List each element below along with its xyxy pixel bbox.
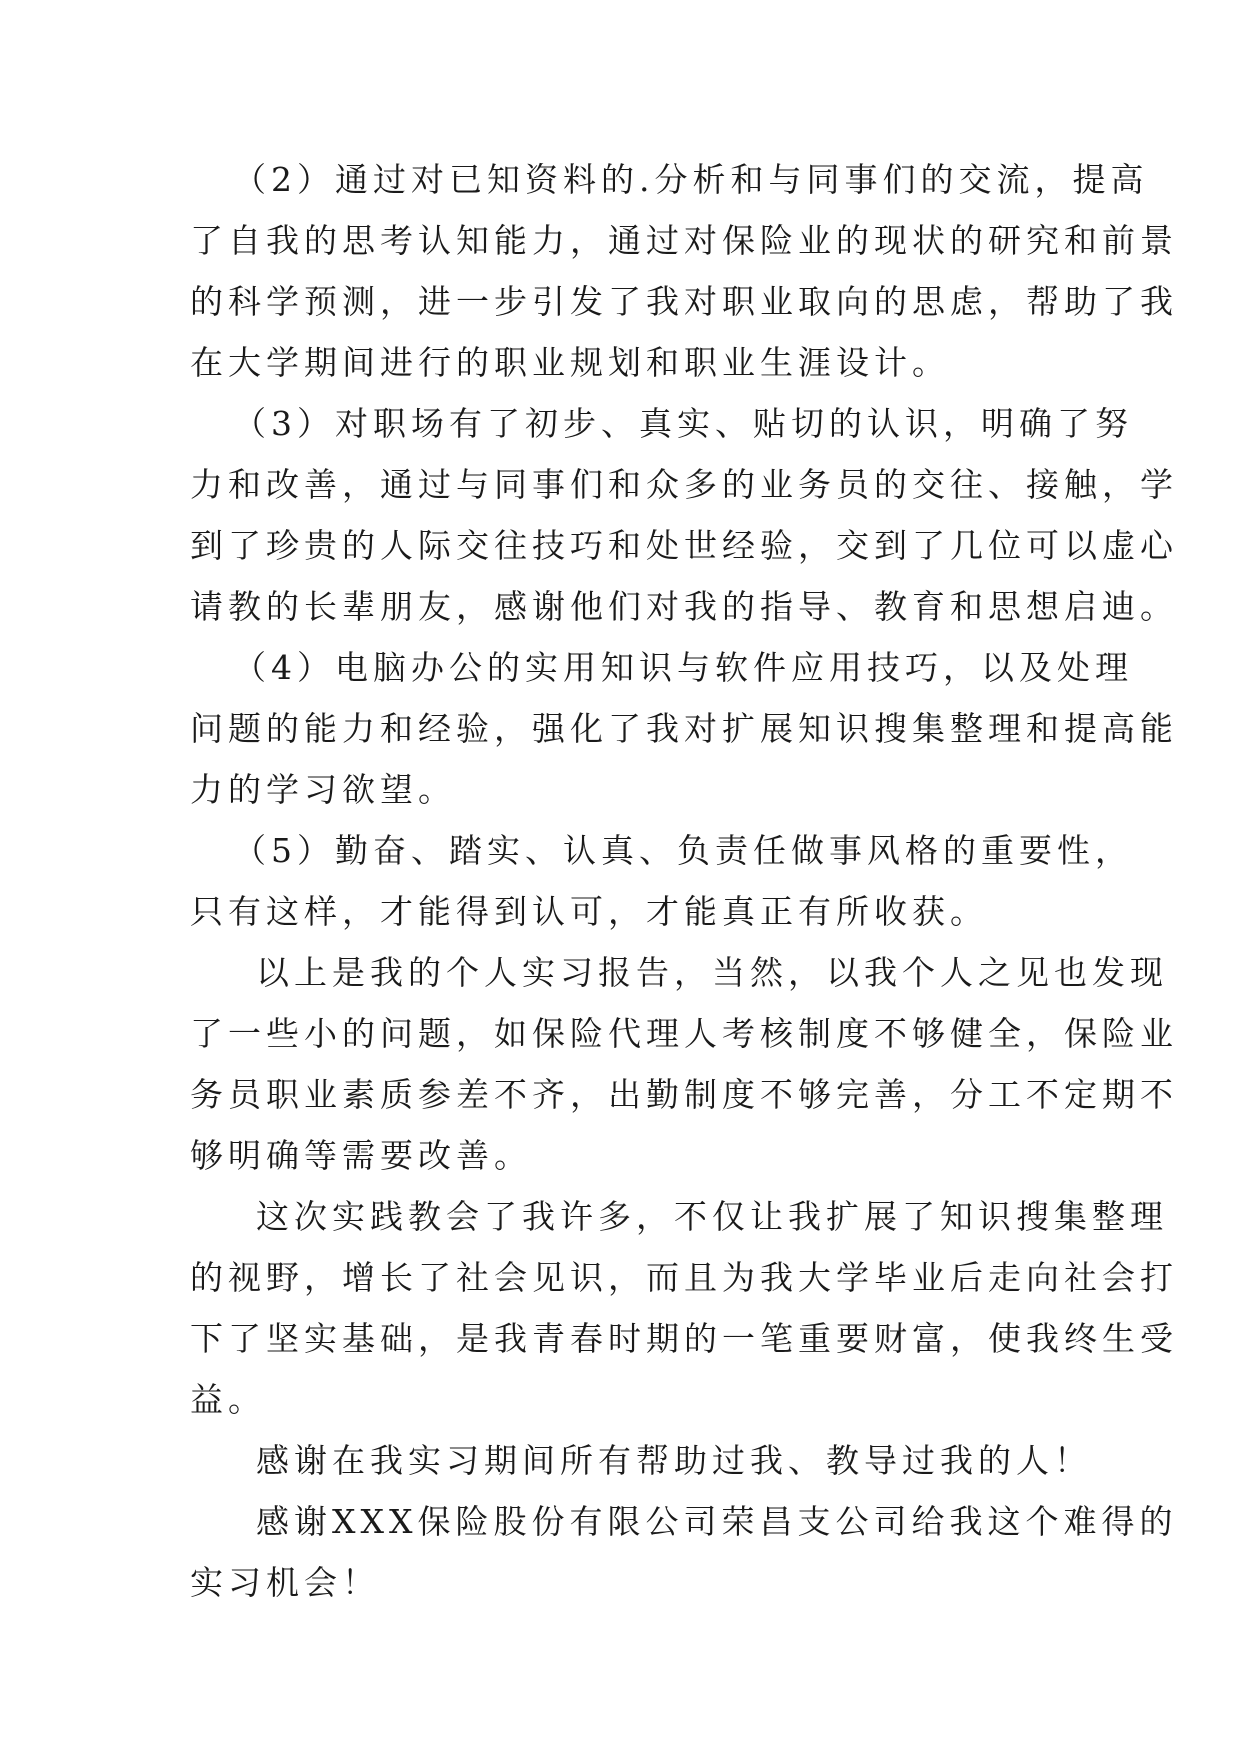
text-line-content: （3）对职场有了初步、真实、贴切的认识，明确了努 <box>233 404 1133 443</box>
text-line <box>0 1187 1241 1247</box>
text-line-content: 的视野，增长了社会见识，而且为我大学毕业后走向社会打 <box>190 1258 1178 1297</box>
text-line <box>0 943 1241 1003</box>
text-line <box>0 1004 1241 1064</box>
text-line <box>0 272 1241 332</box>
text-line <box>0 577 1241 637</box>
text-line-content: 感谢在我实习期间所有帮助过我、教导过我的人！ <box>256 1441 1092 1480</box>
text-line <box>0 882 1241 942</box>
text-line <box>0 1126 1241 1186</box>
text-line-content: 力的学习欲望。 <box>190 770 456 809</box>
text-line-content: 在大学期间进行的职业规划和职业生涯设计。 <box>190 343 950 382</box>
text-line-content: 力和改善，通过与同事们和众多的业务员的交往、接触，学 <box>190 465 1178 504</box>
text-line <box>0 516 1241 576</box>
text-line <box>0 150 1241 210</box>
text-line-content: 感谢XXX保险股份有限公司荣昌支公司给我这个难得的 <box>256 1502 1178 1541</box>
text-line <box>0 455 1241 515</box>
text-line-content: 了自我的思考认知能力，通过对保险业的现状的研究和前景 <box>190 221 1178 260</box>
text-line <box>0 211 1241 271</box>
text-line-content: 请教的长辈朋友，感谢他们对我的指导、教育和思想启迪。 <box>190 587 1178 626</box>
text-line-content: 下了坚实基础，是我青春时期的一笔重要财富，使我终生受 <box>190 1319 1178 1358</box>
text-line <box>0 699 1241 759</box>
text-line-content: （5）勤奋、踏实、认真、负责任做事风格的重要性， <box>233 831 1133 870</box>
text-line-content: 这次实践教会了我许多，不仅让我扩展了知识搜集整理 <box>256 1197 1168 1236</box>
text-line-content: 务员职业素质参差不齐，出勤制度不够完善，分工不定期不 <box>190 1075 1178 1114</box>
text-line <box>0 638 1241 698</box>
text-line <box>0 1309 1241 1369</box>
text-line-content: 的科学预测，进一步引发了我对职业取向的思虑，帮助了我 <box>190 282 1178 321</box>
text-line <box>0 1248 1241 1308</box>
text-line <box>0 821 1241 881</box>
text-line-content: 了一些小的问题，如保险代理人考核制度不够健全，保险业 <box>190 1014 1178 1053</box>
text-line-content: 实习机会！ <box>190 1563 380 1602</box>
text-line-content: 益。 <box>190 1380 266 1419</box>
text-line <box>0 1370 1241 1430</box>
text-line-content: （2）通过对已知资料的.分析和与同事们的交流，提高 <box>233 160 1149 199</box>
text-line <box>0 1492 1241 1552</box>
text-line <box>0 1065 1241 1125</box>
text-line-content: 够明确等需要改善。 <box>190 1136 532 1175</box>
text-line <box>0 333 1241 393</box>
text-line-content: 到了珍贵的人际交往技巧和处世经验，交到了几位可以虚心 <box>190 526 1178 565</box>
text-line <box>0 760 1241 820</box>
text-line-content: 以上是我的个人实习报告，当然，以我个人之见也发现 <box>256 953 1168 992</box>
text-line-content: （4）电脑办公的实用知识与软件应用技巧，以及处理 <box>233 648 1133 687</box>
text-line <box>0 1553 1241 1613</box>
text-line-content: 问题的能力和经验，强化了我对扩展知识搜集整理和提高能 <box>190 709 1178 748</box>
text-line-content: 只有这样，才能得到认可，才能真正有所收获。 <box>190 892 988 931</box>
text-line <box>0 394 1241 454</box>
text-line <box>0 1431 1241 1491</box>
